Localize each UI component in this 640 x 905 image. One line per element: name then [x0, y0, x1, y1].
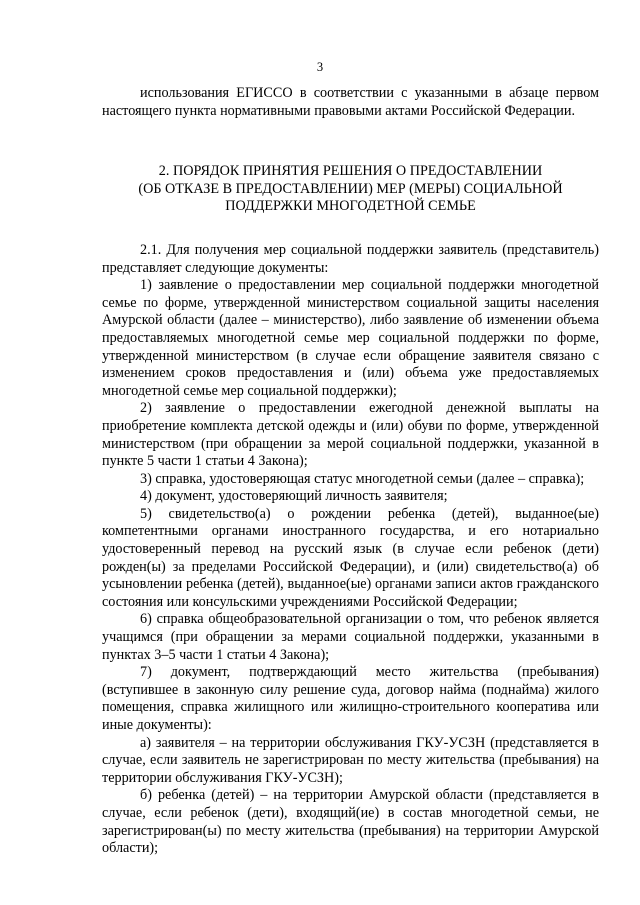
list-item-6: 6) справка общеобразовательной организации о том, что ребенок является учащимся (при обращении за мерами социальной поддержки, указанными в пунктах 3–5 части 1 статьи 4 Закона);: [102, 611, 599, 663]
list-item-7: 7) документ, подтверждающий место жительства (пребывания) (вступившее в законную силу решение суда, договор найма (поднайма) жилого помещения, справка жилищного или жилищно-строительного кооператива или иные документы):: [102, 664, 599, 733]
sub-item-a: а) заявителя – на территории обслуживания ГКУ-УСЗН (представляется в случае, если заявитель не зарегистрирован по месту жительства (пребывания) на территории обслуживания ГКУ-УСЗН);: [102, 734, 599, 786]
list-item-5: 5) свидетельство(а) о рождении ребенка (детей), выданное(ые) компетентными органами иностранного государства, и его нотариально удостоверенный перевод на русский язык (в случае если ребенок (дети) рожден(ы) за пределами Российской Федерации), и (или) свидетельство(а) об усыновлении ребенка (детей), выданное(ые) органами записи актов гражданского состояния или консульскими учреждениями Российской Федерации;: [102, 505, 599, 610]
section-heading: [102, 163, 599, 216]
section-heading-line: (ОБ ОТКАЗЕ В ПРЕДОСТАВЛЕНИИ) МЕР (МЕРЫ) СОЦИАЛЬНОЙ: [138, 180, 563, 197]
clause-2-1: 2.1. Для получения мер социальной поддержки заявитель (представитель) представляет следующие документы:: [102, 241, 599, 276]
continuation-paragraph: использования ЕГИССО в соответствии с указанными в абзаце первом настоящего пункта нормативными правовыми актами Российской Федерации.: [102, 85, 599, 119]
list-item-4: 4) документ, удостоверяющий личность заявителя;: [140, 488, 448, 505]
list-item-1: 1) заявление о предоставлении мер социальной поддержки многодетной семье по форме, утвержденной министерством социальной защиты населения Амурской области (далее – министерство), либо заявление об изменении объема предоставляемых многодетной семье мер социальной поддержки по форме, утвержденной министерством (в случае если обращение заявителя связано с изменением сроков предоставления и (или) объема уже предоставляемых многодетной семье мер социальной поддержки);: [102, 277, 599, 399]
list-item-3: 3) справка, удостоверяющая статус многодетной семьи (далее – справка);: [140, 470, 585, 487]
section-heading-line: 2. ПОРЯДОК ПРИНЯТИЯ РЕШЕНИЯ О ПРЕДОСТАВЛЕНИИ: [158, 163, 543, 180]
section-heading-line: ПОДДЕРЖКИ МНОГОДЕТНОЙ СЕМЬЕ: [225, 198, 476, 215]
page-number: 3: [316, 60, 324, 74]
sub-item-b: б) ребенка (детей) – на территории Амурской области (представляется в случае, если ребенок (дети), входящий(ие) в состав многодетной семьи, не зарегистрирован(ы) по месту жительства (пребывания) на территории Амурской области);: [102, 787, 599, 857]
document-body: [102, 85, 599, 858]
list-item-2: 2) заявление о предоставлении ежегодной денежной выплаты на приобретение комплекта детской одежды и (или) обуви по форме, утвержденной министерством (при обращении за мерой социальной поддержки, указанной в пункте 5 части 1 статьи 4 Закона);: [102, 400, 599, 470]
